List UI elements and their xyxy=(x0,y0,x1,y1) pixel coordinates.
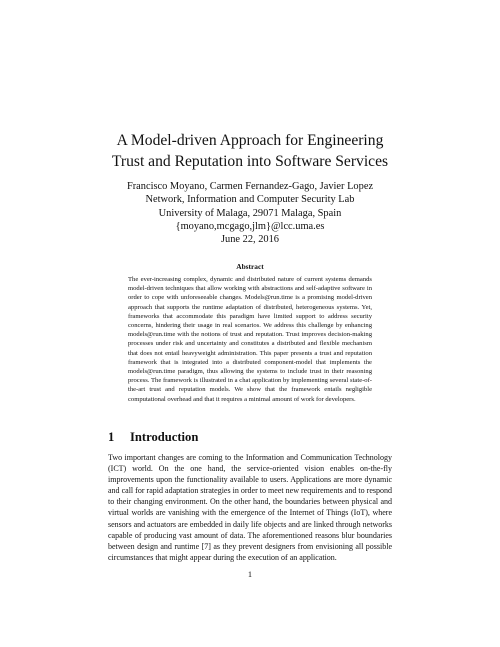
paper-date: June 22, 2016 xyxy=(220,234,279,245)
page-number: 1 xyxy=(247,570,253,579)
affiliation-university: University of Malaga, 29071 Malaga, Spain xyxy=(158,207,342,219)
affiliation-lab: Network, Information and Computer Security Lab xyxy=(145,194,355,206)
author-emails: {moyano,mcgago,jlm}@lcc.uma.es xyxy=(175,221,325,233)
section-heading xyxy=(108,430,198,445)
author-names: Francisco Moyano, Carmen Fernandez-Gago, Javier Lopez xyxy=(126,181,374,192)
abstract-heading: Abstract xyxy=(236,262,264,271)
author-block xyxy=(60,180,440,234)
paper-title xyxy=(60,130,440,172)
title-line-2: Trust and Reputation into Software Services xyxy=(111,153,389,170)
section-title: Introduction xyxy=(130,430,199,444)
section-number: 1 xyxy=(108,430,115,444)
abstract-text: The ever-increasing complex, dynamic and distributed nature of current systems demands model-driven techniques that allow working with abstractions and self-adaptive software in order to cope with unforeseeable changes. Models@run.time is a promising model-driven approach that supports the runtime adaptation of distributed, heterogeneous systems. Yet, frameworks that accommodate this paradigm have limited support to address security concerns, hindering their usage in real scenarios. We address this challenge by enhancing models@run.time with the notions of trust and reputation. Trust improves decision-making processes under risk and uncertainty and constitutes a distributed and flexible mechanism that does not entail heavyweight administration. This paper presents a trust and reputation framework that is integrated into a distributed component-model that implements the models@run.time paradigm, thus allowing the systems to include trust in their reasoning process. The framework is illustrated in a chat application by implementing several state-of-the-art trust and reputation models. We show that the framework entails negligible computational overhead and that it requires a minimal amount of work for developers. xyxy=(128,276,372,403)
introduction-paragraph: Two important changes are coming to the Information and Communication Technology (ICT) world. On the one hand, the service-oriented vision enables on-the-fly improvements upon the functionality available to users. Applications are more dynamic and call for rapid adaptation strategies in order to meet new requirements and to respond to their changing environment. On the other hand, the boundaries between physical and virtual worlds are vanishing with the emergence of the Internet of Things (IoT), where sensors and actuators are embedded in daily life objects and are linked through networks capable of producing vast amount of data. The aforementioned reasons blur boundaries between design and runtime [7] as they prevent designers from envisioning all possible circumstances that might appear during the execution of an application. xyxy=(108,453,392,562)
title-line-1: A Model-driven Approach for Engineering xyxy=(116,132,384,149)
